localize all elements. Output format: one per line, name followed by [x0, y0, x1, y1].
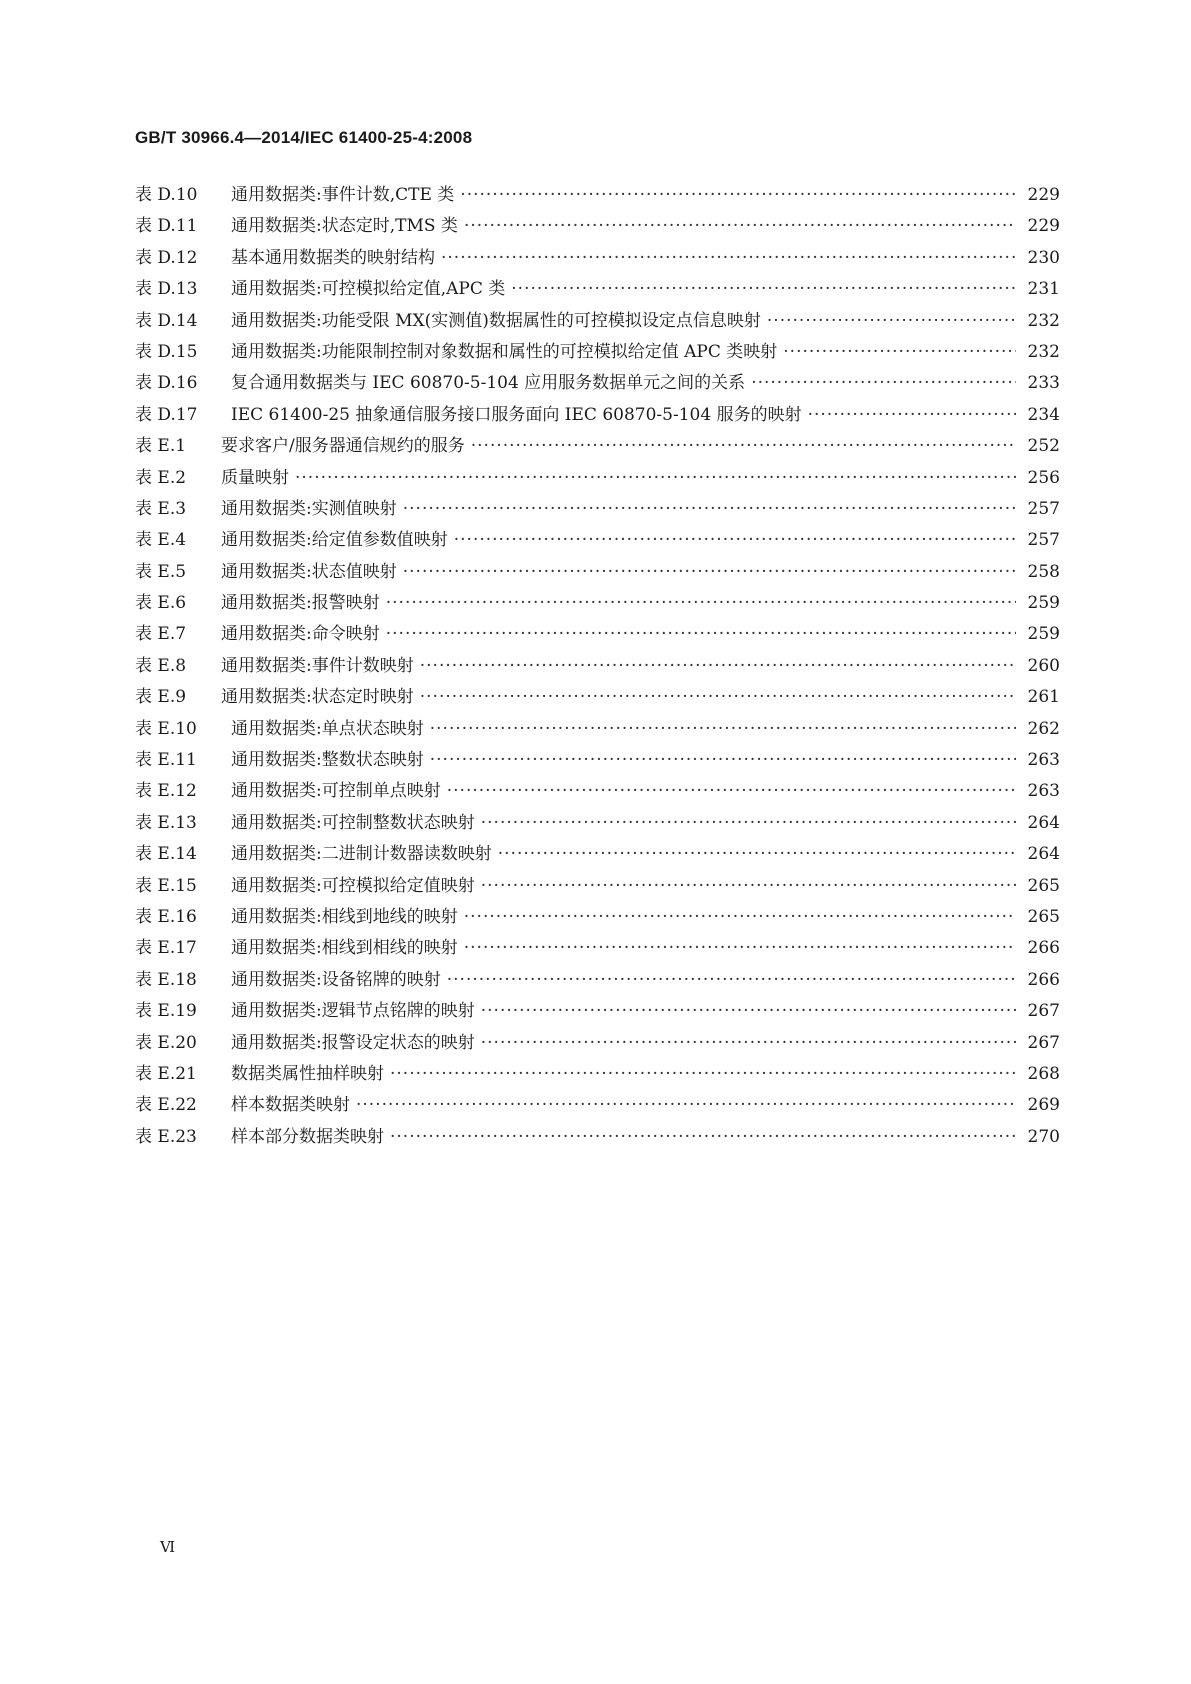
- toc-title: 通用数据类:命令映射: [221, 624, 380, 645]
- toc-title: 通用数据类:状态定时映射: [221, 687, 414, 708]
- toc-label: 表 E.17: [135, 938, 197, 959]
- toc-label: 表 E.13: [135, 812, 197, 833]
- toc-entry[interactable]: [135, 463, 1060, 494]
- toc-leader: [390, 1127, 1016, 1147]
- toc-leader: [481, 1001, 1016, 1021]
- toc-label: 表 D.10: [135, 185, 198, 205]
- toc-leader: [498, 844, 1016, 864]
- toc-title: 通用数据类:相线到相线的映射: [231, 938, 458, 959]
- toc-entry[interactable]: [135, 1059, 1060, 1090]
- toc-entry[interactable]: [135, 965, 1060, 996]
- toc-title: 通用数据类:可控模拟给定值映射: [231, 875, 475, 896]
- toc-page: 263: [1027, 781, 1060, 802]
- toc-entry[interactable]: [135, 745, 1060, 776]
- toc-page: 229: [1027, 216, 1060, 237]
- toc-title: 样本部分数据类映射: [231, 1126, 384, 1147]
- toc-page: 230: [1027, 247, 1060, 268]
- toc-title: IEC 61400-25 抽象通信服务接口服务面向 IEC 60870-5-104 服务的映射: [231, 404, 802, 425]
- toc-label: 表 E.7: [135, 624, 187, 645]
- toc-label: 表 E.10: [135, 718, 197, 739]
- toc-leader: [447, 781, 1016, 801]
- toc-leader: [464, 938, 1016, 958]
- toc-leader: [783, 342, 1016, 362]
- toc-leader: [481, 813, 1016, 833]
- toc-entry[interactable]: [135, 933, 1060, 964]
- toc-label: 表 E.23: [135, 1126, 197, 1147]
- toc-leader: [511, 279, 1016, 299]
- page-number: Ⅵ: [160, 1538, 176, 1556]
- toc-page: 261: [1027, 687, 1060, 708]
- toc-page: 266: [1027, 938, 1060, 959]
- toc-leader: [430, 750, 1016, 770]
- toc-leader: [430, 719, 1016, 739]
- toc-page: 262: [1027, 718, 1060, 739]
- toc-label: 表 E.22: [135, 1095, 197, 1116]
- toc-page: 263: [1027, 750, 1060, 771]
- toc-entry[interactable]: [135, 651, 1060, 682]
- toc-entry[interactable]: [135, 557, 1060, 588]
- toc-leader: [464, 907, 1016, 927]
- toc-label: 表 D.13: [135, 279, 198, 300]
- toc-leader: [356, 1095, 1016, 1115]
- table-of-contents: [135, 180, 1060, 1153]
- toc-entry[interactable]: [135, 180, 1060, 211]
- toc-leader: [460, 185, 1016, 205]
- toc-label: 表 E.21: [135, 1063, 197, 1084]
- toc-label: 表 E.11: [135, 750, 197, 771]
- toc-leader: [471, 436, 1016, 456]
- toc-entry[interactable]: [135, 619, 1060, 650]
- toc-page: 266: [1027, 969, 1060, 990]
- toc-entry[interactable]: [135, 996, 1060, 1027]
- toc-leader: [420, 687, 1016, 707]
- toc-label: 表 E.9: [135, 687, 187, 708]
- toc-leader: [295, 468, 1016, 488]
- toc-leader: [420, 656, 1016, 676]
- toc-title: 通用数据类:可控制整数状态映射: [231, 812, 475, 833]
- toc-page: 265: [1027, 906, 1060, 927]
- toc-entry[interactable]: [135, 714, 1060, 745]
- toc-leader: [454, 530, 1016, 550]
- toc-label: 表 E.8: [135, 655, 187, 676]
- toc-entry[interactable]: [135, 682, 1060, 713]
- toc-page: 259: [1027, 624, 1060, 645]
- toc-entry[interactable]: [135, 274, 1060, 305]
- toc-title: 通用数据类:设备铭牌的映射: [231, 969, 441, 990]
- toc-label: 表 D.11: [135, 216, 198, 237]
- toc-entry[interactable]: [135, 808, 1060, 839]
- toc-label: 表 E.5: [135, 561, 187, 582]
- toc-title: 基本通用数据类的映射结构: [231, 247, 435, 268]
- toc-leader: [390, 1064, 1016, 1084]
- toc-label: 表 E.18: [135, 969, 197, 990]
- toc-entry[interactable]: [135, 588, 1060, 619]
- toc-label: 表 D.14: [135, 310, 198, 331]
- toc-leader: [403, 499, 1016, 519]
- toc-label: 表 E.19: [135, 1001, 197, 1022]
- toc-entry[interactable]: [135, 871, 1060, 902]
- toc-leader: [464, 216, 1016, 236]
- toc-page: 234: [1027, 404, 1060, 425]
- toc-page: 268: [1027, 1063, 1060, 1084]
- toc-entry[interactable]: [135, 431, 1060, 462]
- toc-label: 表 E.1: [135, 436, 187, 457]
- toc-title: 通用数据类:相线到地线的映射: [231, 906, 458, 927]
- toc-entry[interactable]: [135, 211, 1060, 242]
- toc-label: 表 E.16: [135, 906, 197, 927]
- toc-entry[interactable]: [135, 337, 1060, 368]
- toc-title: 通用数据类:可控模拟给定值,APC 类: [231, 279, 506, 300]
- toc-entry[interactable]: [135, 776, 1060, 807]
- toc-title: 通用数据类:给定值参数值映射: [221, 530, 448, 551]
- toc-title: 通用数据类:单点状态映射: [231, 718, 424, 739]
- toc-entry[interactable]: [135, 243, 1060, 274]
- toc-title: 复合通用数据类与 IEC 60870-5-104 应用服务数据单元之间的关系: [231, 373, 746, 394]
- toc-title: 通用数据类:报警设定状态的映射: [231, 1032, 475, 1053]
- toc-page: 232: [1027, 310, 1060, 331]
- toc-title: 通用数据类:可控制单点映射: [231, 781, 441, 802]
- toc-page: 259: [1027, 593, 1060, 614]
- toc-label: 表 E.20: [135, 1032, 197, 1053]
- toc-page: 264: [1027, 812, 1060, 833]
- toc-page: 257: [1027, 498, 1060, 519]
- toc-leader: [386, 624, 1016, 644]
- toc-label: 表 D.15: [135, 341, 198, 362]
- toc-entry[interactable]: [135, 902, 1060, 933]
- toc-leader: [808, 405, 1016, 425]
- toc-title: 要求客户/服务器通信规约的服务: [221, 436, 465, 457]
- toc-title: 通用数据类:功能受限 MX(实测值)数据属性的可控模拟设定点信息映射: [231, 310, 761, 331]
- toc-entry[interactable]: [135, 494, 1060, 525]
- toc-page: 267: [1027, 1032, 1060, 1053]
- toc-label: 表 D.16: [135, 373, 198, 394]
- toc-label: 表 E.12: [135, 781, 197, 802]
- toc-label: 表 D.12: [135, 247, 198, 268]
- toc-entry[interactable]: [135, 400, 1060, 431]
- toc-label: 表 E.3: [135, 498, 187, 519]
- toc-entry[interactable]: [135, 1028, 1060, 1059]
- toc-leader: [767, 311, 1016, 331]
- toc-page: 233: [1027, 373, 1060, 394]
- toc-title: 通用数据类:功能限制控制对象数据和属性的可控模拟给定值 APC 类映射: [231, 341, 778, 362]
- toc-page: 267: [1027, 1001, 1060, 1022]
- toc-leader: [481, 1033, 1016, 1053]
- toc-title: 通用数据类:事件计数,CTE 类: [231, 185, 455, 205]
- toc-title: 通用数据类:实测值映射: [221, 498, 397, 519]
- toc-entry[interactable]: [135, 1122, 1060, 1153]
- toc-page: 229: [1027, 185, 1060, 205]
- toc-page: 270: [1027, 1126, 1060, 1147]
- toc-label: 表 E.6: [135, 593, 187, 614]
- toc-entry[interactable]: [135, 839, 1060, 870]
- toc-title: 通用数据类:二进制计数器读数映射: [231, 844, 492, 865]
- toc-title: 通用数据类:事件计数映射: [221, 655, 414, 676]
- toc-label: 表 E.2: [135, 467, 187, 488]
- toc-label: 表 D.17: [135, 404, 198, 425]
- toc-leader: [751, 373, 1016, 393]
- toc-page: 258: [1027, 561, 1060, 582]
- toc-leader: [481, 876, 1016, 896]
- toc-page: 269: [1027, 1095, 1060, 1116]
- toc-leader: [386, 593, 1016, 613]
- toc-entry[interactable]: [135, 525, 1060, 556]
- toc-page: 265: [1027, 875, 1060, 896]
- toc-label: 表 E.15: [135, 875, 197, 896]
- toc-title: 样本数据类映射: [231, 1095, 350, 1116]
- toc-page: 256: [1027, 467, 1060, 488]
- toc-page: 231: [1027, 279, 1060, 300]
- toc-title: 质量映射: [221, 467, 289, 488]
- toc-page: 252: [1027, 436, 1060, 457]
- toc-label: 表 E.4: [135, 530, 187, 551]
- toc-label: 表 E.14: [135, 844, 197, 865]
- document-header: GB/T 30966.4—2014/IEC 61400-25-4:2008: [135, 128, 473, 147]
- toc-leader: [403, 562, 1016, 582]
- toc-title: 通用数据类:报警映射: [221, 593, 380, 614]
- toc-title: 通用数据类:逻辑节点铭牌的映射: [231, 1001, 475, 1022]
- toc-entry[interactable]: [135, 306, 1060, 337]
- toc-page: 257: [1027, 530, 1060, 551]
- toc-entry[interactable]: [135, 368, 1060, 399]
- toc-page: 260: [1027, 655, 1060, 676]
- toc-entry[interactable]: [135, 1090, 1060, 1121]
- toc-title: 通用数据类:状态定时,TMS 类: [231, 216, 458, 237]
- toc-title: 通用数据类:整数状态映射: [231, 750, 424, 771]
- toc-leader: [447, 970, 1016, 990]
- toc-title: 数据类属性抽样映射: [231, 1063, 384, 1084]
- toc-page: 264: [1027, 844, 1060, 865]
- toc-title: 通用数据类:状态值映射: [221, 561, 397, 582]
- toc-leader: [441, 248, 1016, 268]
- toc-page: 232: [1027, 341, 1060, 362]
